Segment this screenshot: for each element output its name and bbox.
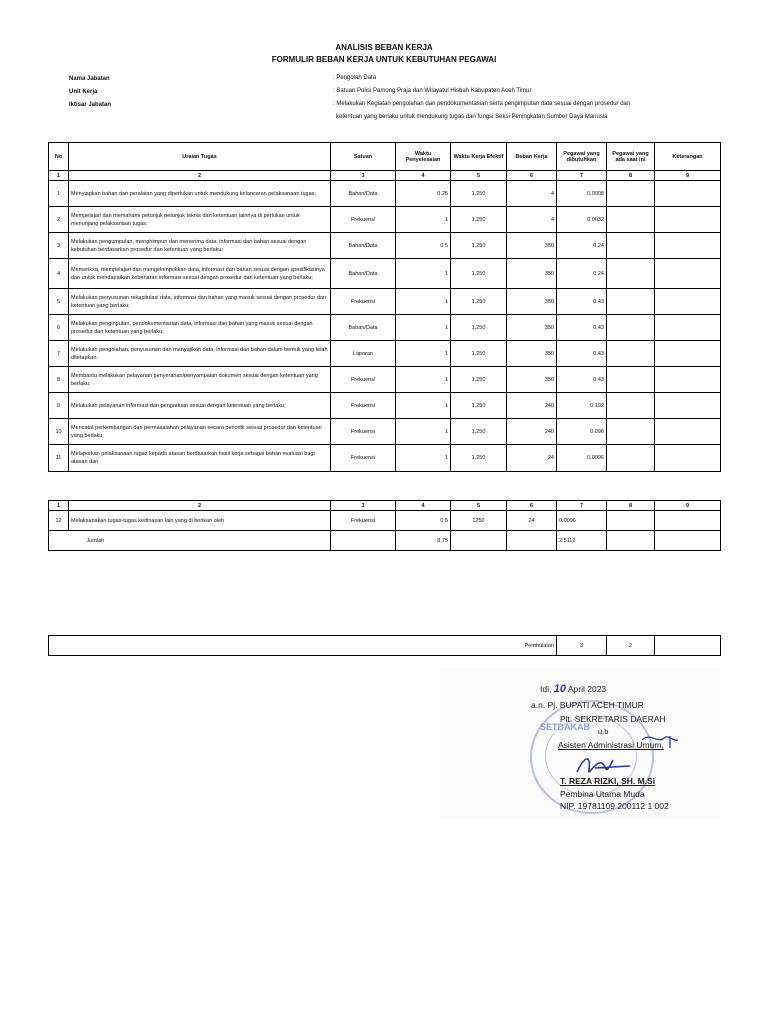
place-date bbox=[540, 683, 606, 695]
table-row bbox=[49, 289, 721, 315]
row-efektif: 1,250 bbox=[451, 315, 507, 341]
column-number: 3 bbox=[331, 501, 396, 511]
row-beban: 350 bbox=[507, 341, 557, 367]
row-ada bbox=[607, 445, 655, 472]
row-uraian: Menyiapkan bahan dan peralatan yang diperlukan untuk mendukung kelancaran pelaksanaan tugas; bbox=[69, 181, 331, 207]
row-uraian: Melakukan pelayanan informasi dan pengaduan sesuai dengan ketentuan yang berlaku; bbox=[69, 393, 331, 419]
row-keterangan bbox=[655, 393, 721, 419]
row-satuan: Frekuensi bbox=[331, 445, 396, 472]
workload-table bbox=[48, 142, 721, 472]
row-efektif: 1,250 bbox=[451, 207, 507, 233]
row-waktu: 0.25 bbox=[396, 181, 451, 207]
row-no: 1 bbox=[49, 181, 69, 207]
row-keterangan bbox=[655, 289, 721, 315]
row-waktu: 1 bbox=[396, 445, 451, 472]
table-row bbox=[49, 315, 721, 341]
row-uraian: Melaksanakan tugas-tugas kedinasan lain yang di berikan oleh bbox=[69, 511, 331, 531]
row-keterangan bbox=[655, 233, 721, 259]
signature-line3: u.b bbox=[598, 727, 609, 736]
row-ada bbox=[607, 315, 655, 341]
rounding-row bbox=[49, 636, 721, 656]
jumlah-waktu: 8,75 bbox=[396, 531, 451, 551]
jumlah-spacer bbox=[49, 531, 69, 551]
row-satuan: Bahan/Data bbox=[331, 181, 396, 207]
jumlah-efektif bbox=[451, 531, 507, 551]
signatory-nip: NIP. 19781109 200112 1 002 bbox=[560, 801, 669, 811]
row-dibutuhkan: 0.24 bbox=[557, 259, 607, 289]
column-number: 2 bbox=[69, 171, 331, 181]
unit-kerja-label: Unit Kerja bbox=[69, 89, 98, 95]
row-dibutuhkan: 0.24 bbox=[557, 233, 607, 259]
row-waktu: 1 bbox=[396, 393, 451, 419]
column-number: 6 bbox=[507, 171, 557, 181]
table-row bbox=[49, 445, 721, 472]
row-waktu: 0,5 bbox=[396, 511, 451, 531]
column-number: 4 bbox=[396, 501, 451, 511]
row-ada bbox=[607, 233, 655, 259]
column-number-row bbox=[49, 171, 721, 181]
rounding-table bbox=[48, 635, 721, 656]
row-keterangan bbox=[655, 259, 721, 289]
row-efektif: 1,250 bbox=[451, 445, 507, 472]
iktisar-label: Iktisar Jabatan bbox=[69, 102, 112, 108]
row-no: 6 bbox=[49, 315, 69, 341]
row-beban: 350 bbox=[507, 367, 557, 393]
row-waktu: 1 bbox=[396, 419, 451, 445]
row-no: 9 bbox=[49, 393, 69, 419]
row-beban: 24 bbox=[507, 445, 557, 472]
column-number: 1 bbox=[49, 171, 69, 181]
row-satuan: Frekuensi bbox=[331, 367, 396, 393]
row-ada bbox=[607, 259, 655, 289]
row-no: 12 bbox=[49, 511, 69, 531]
iktisar-value-line1: : Melakukan Kegiatan pengolahan dan pendokumentasian serta pengimputan data sesuai dengan prosedur dan bbox=[333, 101, 631, 107]
row-satuan: Bahan/Data bbox=[331, 233, 396, 259]
row-no: 3 bbox=[49, 233, 69, 259]
row-keterangan bbox=[655, 511, 721, 531]
rounding-keterangan bbox=[655, 636, 721, 656]
row-satuan: Frekuensi bbox=[331, 289, 396, 315]
jumlah-label: Jumlah bbox=[69, 531, 331, 551]
row-waktu: 1 bbox=[396, 367, 451, 393]
iktisar-value-line2: ketentuan yang berlaku untuk mendukung tugas dan fungsi Seksi Peningkatan Sumber Daya Manusia bbox=[336, 114, 608, 120]
row-beban: 350 bbox=[507, 259, 557, 289]
row-waktu: 1 bbox=[396, 315, 451, 341]
row-efektif: 1,250 bbox=[451, 289, 507, 315]
row-satuan: Frekuensi bbox=[331, 393, 396, 419]
row-efektif: 1250 bbox=[451, 511, 507, 531]
jumlah-row bbox=[49, 531, 721, 551]
document-title: ANALISIS BEBAN KERJA bbox=[335, 43, 433, 52]
row-dibutuhkan: 0.0096 bbox=[557, 511, 607, 531]
column-number: 7 bbox=[557, 501, 607, 511]
row-waktu: 1 bbox=[396, 207, 451, 233]
rounding-ada: 2 bbox=[607, 636, 655, 656]
row-no: 11 bbox=[49, 445, 69, 472]
row-uraian: Melaporkan pelaksanaan tugas kepada atasan berdasarkan hasil kerja sebagai bahan evaluasi bagi atasan dan bbox=[69, 445, 331, 472]
row-uraian: Melakukan pengumpulan, menghimpun dan menerima data, informasi dan bahan sesuai dengan kebutuhan berdasarkan prosedur dan ketentuan yang berlaku; bbox=[69, 233, 331, 259]
row-efektif: 1,250 bbox=[451, 233, 507, 259]
table-row bbox=[49, 367, 721, 393]
row-beban: 240 bbox=[507, 393, 557, 419]
row-no: 8 bbox=[49, 367, 69, 393]
column-number: 5 bbox=[451, 501, 507, 511]
row-beban: 4 bbox=[507, 181, 557, 207]
row-keterangan bbox=[655, 207, 721, 233]
header-efektif: Waktu Kerja Efektif bbox=[451, 143, 507, 171]
nama-jabatan-label: Nama Jabatan bbox=[69, 76, 110, 82]
row-efektif: 1,250 bbox=[451, 181, 507, 207]
jumlah-satuan bbox=[331, 531, 396, 551]
row-ada bbox=[607, 511, 655, 531]
column-number: 3 bbox=[331, 171, 396, 181]
additional-task-table bbox=[48, 500, 721, 551]
row-uraian: Melakukan pengolahan, penyusunan dan menyajikan data, informasi dan bahan dalam bentuk yang telah ditetapkan. bbox=[69, 341, 331, 367]
row-satuan: Frekuensi bbox=[331, 207, 396, 233]
table-row bbox=[49, 181, 721, 207]
row-no: 10 bbox=[49, 419, 69, 445]
column-number-row bbox=[49, 501, 721, 511]
column-number: 9 bbox=[655, 171, 721, 181]
column-number: 8 bbox=[607, 171, 655, 181]
row-uraian: Membantu melakukan pelayanan penyerahan/penyampaian dokumen sesuai dengan ketentuan yang berlaku; bbox=[69, 367, 331, 393]
header-ada: Pegawai yang ada saat ini bbox=[607, 143, 655, 171]
jumlah-ada bbox=[607, 531, 655, 551]
row-satuan: Bahan/Data bbox=[331, 315, 396, 341]
row-waktu: 0.5 bbox=[396, 233, 451, 259]
header-satuan: Satuan bbox=[331, 143, 396, 171]
column-number: 9 bbox=[655, 501, 721, 511]
row-dibutuhkan: 0.43 bbox=[557, 289, 607, 315]
row-efektif: 1,250 bbox=[451, 259, 507, 289]
row-beban: 240 bbox=[507, 419, 557, 445]
row-waktu: 1 bbox=[396, 259, 451, 289]
row-uraian: Melakukan penginputan, pendokumentasian data, informasi dan bahan yang masuk sesuai dengan prosedur dan ketentuan yang berlaku; bbox=[69, 315, 331, 341]
signatory-name: T. REZA RIZKI, SH. M.Si bbox=[560, 776, 656, 786]
row-keterangan bbox=[655, 315, 721, 341]
table-row bbox=[49, 393, 721, 419]
row-beban: 350 bbox=[507, 289, 557, 315]
row-no: 2 bbox=[49, 207, 69, 233]
column-number: 6 bbox=[507, 501, 557, 511]
column-number: 8 bbox=[607, 501, 655, 511]
row-ada bbox=[607, 181, 655, 207]
row-no: 4 bbox=[49, 259, 69, 289]
row-ada bbox=[607, 207, 655, 233]
row-efektif: 1,250 bbox=[451, 367, 507, 393]
header-beban: Beban Kerja bbox=[507, 143, 557, 171]
initial-paraf bbox=[640, 730, 680, 750]
row-satuan: Bahan/Data bbox=[331, 259, 396, 289]
row-efektif: 1,250 bbox=[451, 393, 507, 419]
table-row bbox=[49, 207, 721, 233]
row-uraian: Mempelajari dan memahami petunjuk petunjuk teknis dan ketentuan lainnya di perlukan untuk menunjang pelaksanaan tugas; bbox=[69, 207, 331, 233]
rounding-dibutuhkan: 3 bbox=[557, 636, 607, 656]
row-ada bbox=[607, 419, 655, 445]
date-day: 10 bbox=[553, 683, 566, 695]
row-waktu: 1 bbox=[396, 289, 451, 315]
column-number: 1 bbox=[49, 501, 69, 511]
header-keterangan: Keterangan bbox=[655, 143, 721, 171]
column-number: 5 bbox=[451, 171, 507, 181]
row-efektif: 1,250 bbox=[451, 419, 507, 445]
signature-line4: Asisten Administrasi Umum, bbox=[558, 740, 664, 750]
table-row bbox=[49, 511, 721, 531]
table-row bbox=[49, 419, 721, 445]
column-number: 7 bbox=[557, 171, 607, 181]
row-beban: 24 bbox=[507, 511, 557, 531]
row-satuan: Frekuensi bbox=[331, 511, 396, 531]
jumlah-dibutuhkan: 2.5112 bbox=[557, 531, 607, 551]
row-satuan: Frekuensi bbox=[331, 419, 396, 445]
date-month-year: April 2023 bbox=[567, 684, 607, 694]
column-number: 4 bbox=[396, 171, 451, 181]
row-no: 5 bbox=[49, 289, 69, 315]
row-waktu: 1 bbox=[396, 341, 451, 367]
table-row bbox=[49, 233, 721, 259]
row-beban: 350 bbox=[507, 315, 557, 341]
row-uraian: Melakukan penyusunan rekapitulasi data, informasi dan bahan yang masuk sesuai dengan prosedur dan ketentuan yang berlaku; bbox=[69, 289, 331, 315]
nama-jabatan-value: : Pengolah Data bbox=[333, 75, 377, 81]
row-dibutuhkan: 0.0032 bbox=[557, 207, 607, 233]
row-keterangan bbox=[655, 445, 721, 472]
row-keterangan bbox=[655, 181, 721, 207]
table-row bbox=[49, 341, 721, 367]
header-no: No bbox=[49, 143, 69, 171]
row-keterangan bbox=[655, 367, 721, 393]
row-beban: 350 bbox=[507, 233, 557, 259]
row-satuan: Laporan bbox=[331, 341, 396, 367]
column-number: 2 bbox=[69, 501, 331, 511]
row-uraian: Mencatat perkembangan dan permasalahan pelayanan secara periodik sesuai prosedur dan ketentuan yang berlaku. bbox=[69, 419, 331, 445]
rounding-label: Pembulatan bbox=[49, 636, 557, 656]
row-dibutuhkan: 0.096 bbox=[557, 419, 607, 445]
row-keterangan bbox=[655, 341, 721, 367]
jumlah-keterangan bbox=[655, 531, 721, 551]
row-dibutuhkan: 0.0096 bbox=[557, 445, 607, 472]
stamp-text: SETDAKAB bbox=[540, 722, 591, 732]
row-no: 7 bbox=[49, 341, 69, 367]
row-dibutuhkan: 0.43 bbox=[557, 367, 607, 393]
row-ada bbox=[607, 367, 655, 393]
document-subtitle: FORMULIR BEBAN KERJA UNTUK KEBUTUHAN PEGAWAI bbox=[271, 55, 497, 64]
place-prefix: Idi, bbox=[540, 684, 552, 694]
unit-kerja-value: : Satuan Polisi Pamong Praja dan Wilayatul Hisbah Kabupaten Aceh Timur bbox=[333, 88, 532, 94]
row-dibutuhkan: 0.43 bbox=[557, 315, 607, 341]
row-dibutuhkan: 0.192 bbox=[557, 393, 607, 419]
header-dibutuhkan: Pegawai yang dibutuhkan bbox=[557, 143, 607, 171]
signature-line1: a.n. Pj. BUPATI ACEH TIMUR bbox=[531, 700, 644, 710]
header-waktu: Waktu Penyelesaian bbox=[396, 143, 451, 171]
row-efektif: 1,250 bbox=[451, 341, 507, 367]
row-dibutuhkan: 0.43 bbox=[557, 341, 607, 367]
row-uraian: Memeriksa, mempelajari dan mengelompokkan data, informasi dan bahan sesuai dengan spesifikasinya dan untuk mendapatkan kebenaran informasi sesuai dengan prosedur dan ketentuan yang berlaku; bbox=[69, 259, 331, 289]
table-header-row bbox=[49, 143, 721, 171]
row-ada bbox=[607, 289, 655, 315]
row-ada bbox=[607, 393, 655, 419]
signatory-rank: Pembina Utama Muda bbox=[560, 789, 645, 799]
row-keterangan bbox=[655, 419, 721, 445]
row-dibutuhkan: 0.0008 bbox=[557, 181, 607, 207]
row-ada bbox=[607, 341, 655, 367]
header-uraian: Uraian Tugas bbox=[69, 143, 331, 171]
jumlah-beban bbox=[507, 531, 557, 551]
row-beban: 4 bbox=[507, 207, 557, 233]
table-row bbox=[49, 259, 721, 289]
signature-line2: Plt. SEKRETARIS DAERAH bbox=[560, 714, 666, 724]
